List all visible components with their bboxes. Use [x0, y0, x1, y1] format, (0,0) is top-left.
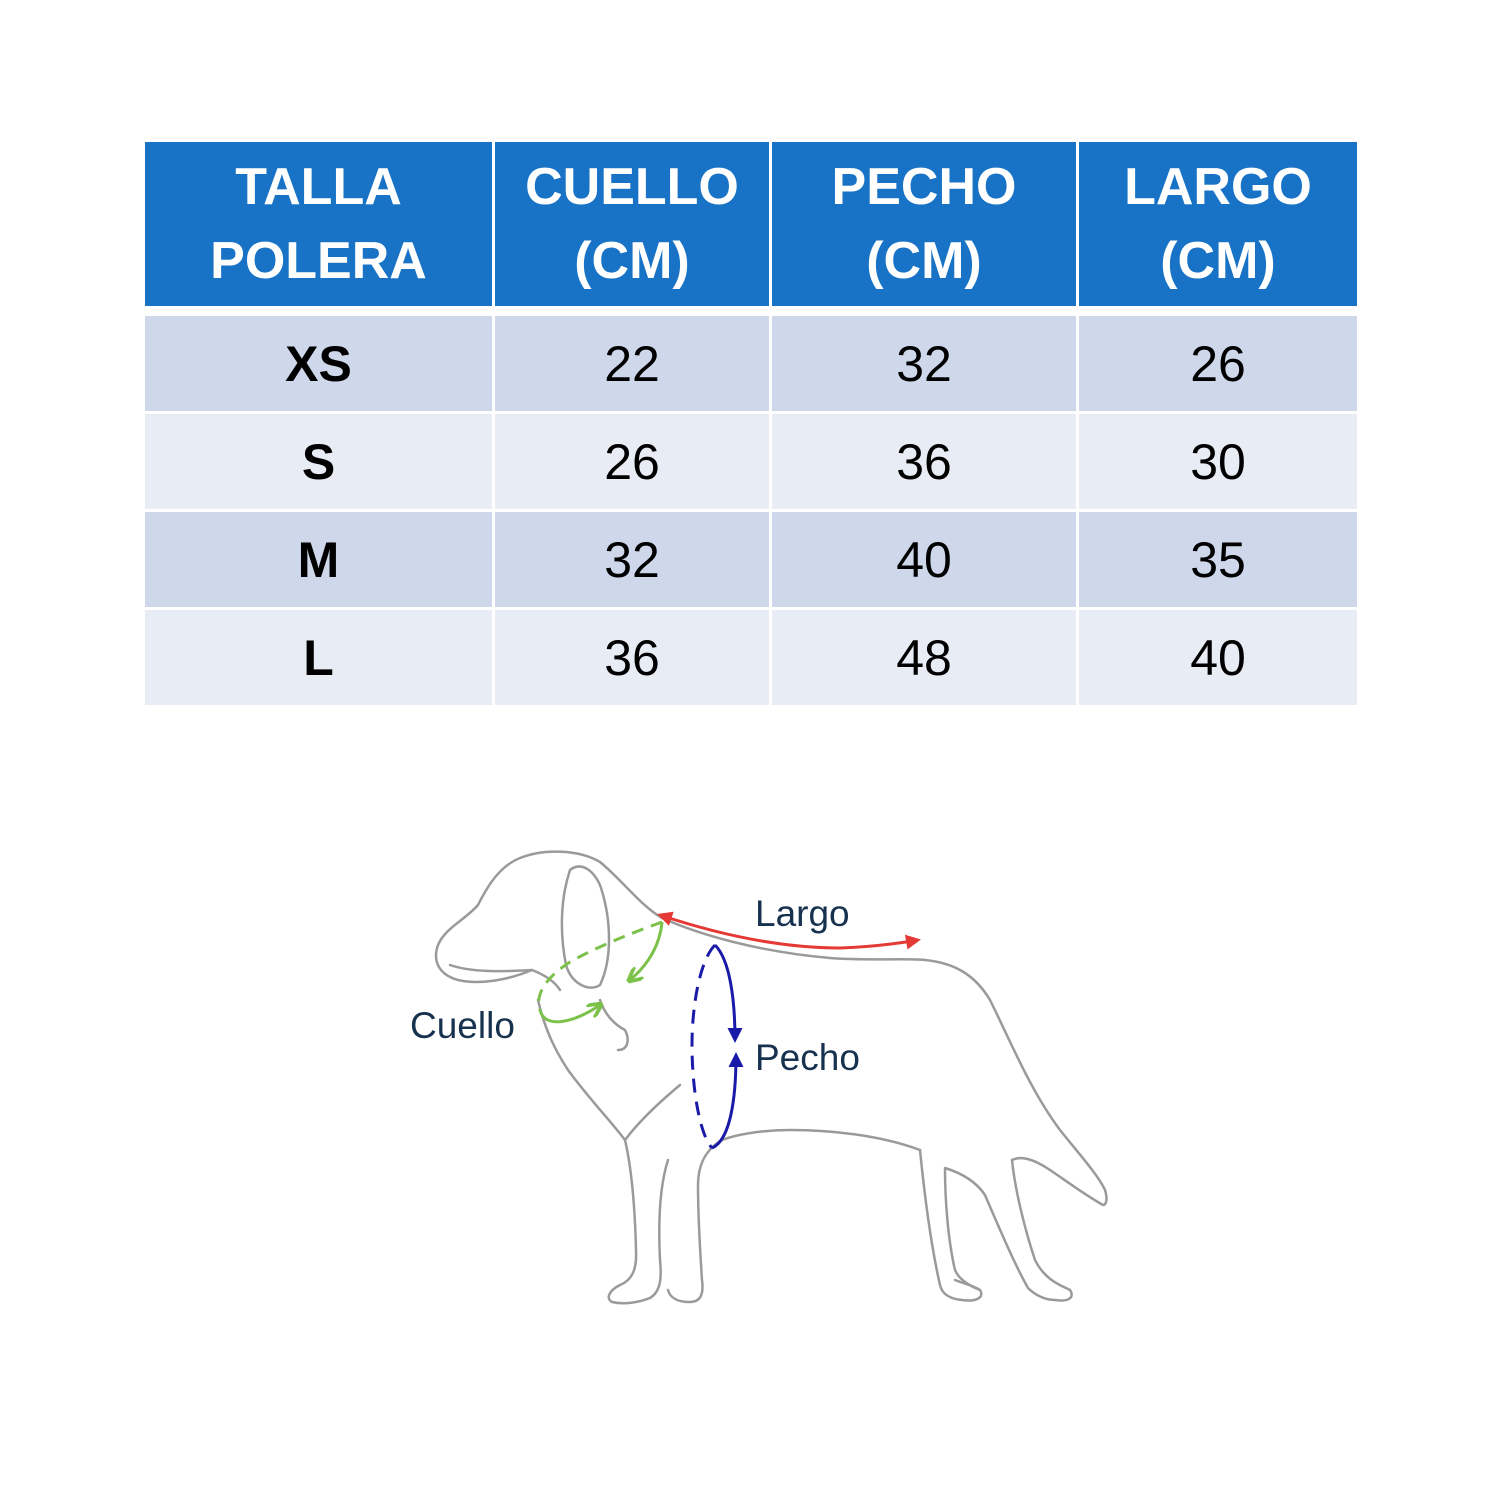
size-cell: XS: [145, 316, 495, 414]
header-largo: [1079, 142, 1357, 316]
header-pecho: [772, 142, 1079, 316]
header-talla: [145, 142, 495, 316]
largo-label: Largo: [755, 893, 850, 934]
largo-cell: 35: [1079, 512, 1357, 610]
table-row: [145, 610, 1357, 705]
size-cell: S: [145, 414, 495, 512]
header-pecho-line2: (CM): [866, 232, 982, 290]
pecho-arrow: [692, 945, 736, 1148]
dog-outline: [436, 852, 1106, 1304]
cuello-label: Cuello: [410, 1005, 515, 1046]
largo-cell: 40: [1079, 610, 1357, 705]
header-talla-line1: TALLA: [235, 158, 402, 216]
cuello-arrow: [539, 922, 662, 1022]
header-cuello-line2: (CM): [574, 232, 690, 290]
size-chart-table: [145, 142, 1357, 705]
header-talla-line2: POLERA: [210, 232, 427, 290]
table-row: [145, 512, 1357, 610]
table-row: [145, 316, 1357, 414]
pecho-cell: 36: [772, 414, 1079, 512]
header-cuello-line1: CUELLO: [525, 158, 739, 216]
cuello-cell: 22: [495, 316, 772, 414]
header-largo-line1: LARGO: [1124, 158, 1312, 216]
pecho-cell: 32: [772, 316, 1079, 414]
cuello-cell: 36: [495, 610, 772, 705]
largo-cell: 30: [1079, 414, 1357, 512]
header-pecho-line1: PECHO: [831, 158, 1017, 216]
pecho-label: Pecho: [755, 1037, 860, 1078]
cuello-cell: 32: [495, 512, 772, 610]
size-cell: M: [145, 512, 495, 610]
cuello-cell: 26: [495, 414, 772, 512]
largo-arrow: [660, 915, 918, 948]
table-row: [145, 414, 1357, 512]
pecho-cell: 48: [772, 610, 1079, 705]
largo-cell: 26: [1079, 316, 1357, 414]
size-cell: L: [145, 610, 495, 705]
table-header-row: [145, 142, 1357, 316]
header-cuello: [495, 142, 772, 316]
header-largo-line2: (CM): [1160, 232, 1276, 290]
pecho-cell: 40: [772, 512, 1079, 610]
